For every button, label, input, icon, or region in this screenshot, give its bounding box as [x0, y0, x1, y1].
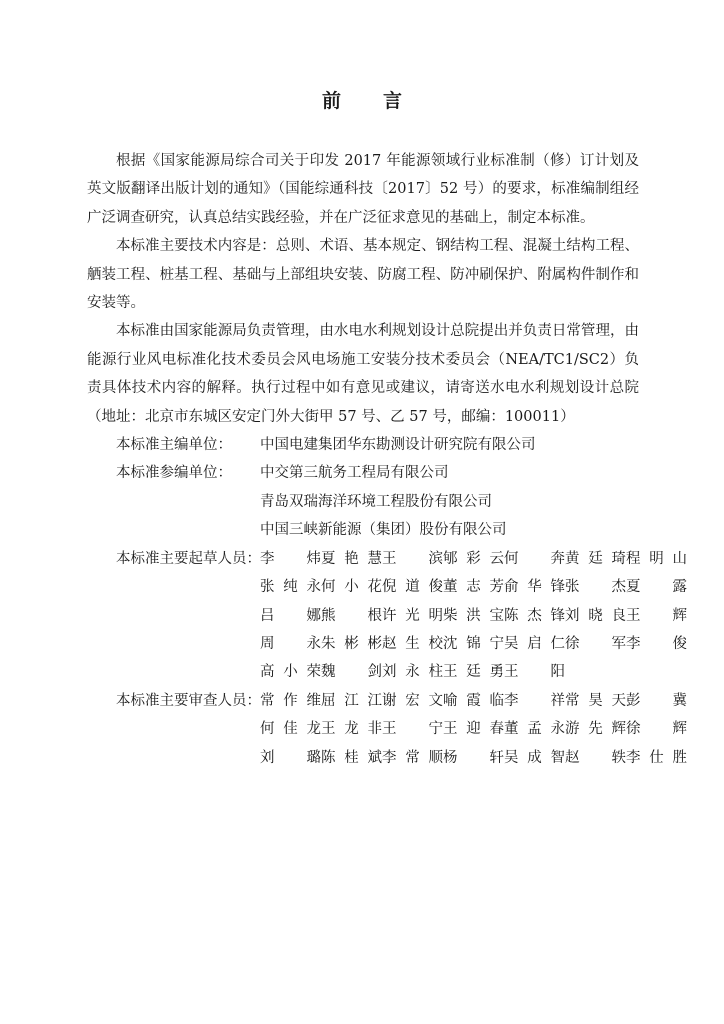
- person-name: 李 俊: [626, 635, 687, 652]
- person-name: 何 奔: [504, 550, 565, 567]
- drafters-line: [260, 658, 687, 686]
- person-name: 魏 剑: [321, 664, 382, 681]
- foreword-body: [87, 147, 687, 772]
- person-name: 谢宏文: [382, 692, 443, 709]
- drafters-row: [87, 545, 687, 687]
- person-name: 夏艳慧: [321, 550, 382, 567]
- person-name: 吕 娜: [260, 607, 321, 624]
- person-name: 程明山: [626, 550, 687, 567]
- person-name: 张 杰: [565, 579, 626, 596]
- chief-editor-value: 中国电建集团华东勘测设计研究院有限公司: [260, 437, 536, 454]
- person-name: 杨 轩: [443, 749, 504, 766]
- page-title: [0, 86, 724, 113]
- person-name: 董志芳: [443, 579, 504, 596]
- person-name: 吴成智: [504, 749, 565, 766]
- participating-values: [260, 459, 507, 544]
- person-name: 赵生校: [382, 635, 443, 652]
- person-name: 常昊天: [565, 692, 626, 709]
- person-name: 张纯永: [260, 579, 321, 596]
- participating-org: 中交第三航务工程局有限公司: [260, 465, 449, 482]
- person-name: 柴洪宝: [443, 607, 504, 624]
- person-name: 喻霞临: [443, 692, 504, 709]
- person-name: 沈锦宁: [443, 635, 504, 652]
- person-name: 郇彩云: [443, 550, 504, 567]
- person-name: 游先辉: [565, 721, 626, 738]
- person-name: 倪道俊: [382, 579, 443, 596]
- chief-editor-row: [87, 431, 639, 459]
- drafters-label: 本标准主要起草人员：: [116, 550, 261, 567]
- person-name: 王 滨: [382, 550, 443, 567]
- person-name: 李 祥: [504, 692, 565, 709]
- person-name: 刘晓良: [565, 607, 626, 624]
- reviewers-line: [260, 715, 687, 743]
- person-name: 王廷勇: [443, 664, 504, 681]
- person-name: 周 永: [260, 635, 321, 652]
- drafters-line: [260, 573, 687, 601]
- participating-row: [87, 459, 639, 544]
- person-name: 朱彬彬: [321, 635, 382, 652]
- person-name: 赵 轶: [565, 749, 626, 766]
- participating-org: 中国三峡新能源（集团）股份有限公司: [260, 522, 507, 539]
- reviewers-line: [260, 744, 687, 772]
- person-name: 彭 冀: [626, 692, 687, 709]
- person-name: 夏 露: [626, 579, 687, 596]
- person-name: 徐 辉: [626, 721, 687, 738]
- person-name: 俞华锋: [504, 579, 565, 596]
- person-name: 陈桂斌: [321, 749, 382, 766]
- person-name: 屈江江: [321, 692, 382, 709]
- chief-editor-label: 本标准主编单位：: [116, 437, 232, 454]
- person-name: 黄廷琦: [565, 550, 626, 567]
- person-name: 何小花: [321, 579, 382, 596]
- person-name: 李仕胜: [626, 749, 687, 766]
- person-name: 董孟永: [504, 721, 565, 738]
- reviewers-row: [87, 687, 687, 772]
- reviewers-label: 本标准主要审查人员：: [116, 692, 261, 709]
- person-name: 何佳龙: [260, 721, 321, 738]
- person-name: 刘 璐: [260, 749, 321, 766]
- participating-org: 青岛双瑞海洋环境工程股份有限公司: [260, 493, 492, 510]
- person-name: 王 阳: [504, 664, 565, 681]
- person-name: 王迎春: [443, 721, 504, 738]
- person-name: 吴启仁: [504, 635, 565, 652]
- drafters-names: [260, 545, 687, 687]
- paragraph-basis: 根据《国家能源局综合司关于印发 2017 年能源领域行业标准制（修）订计划及英文版翻译出版计划的通知》（国能综通科技〔2017〕52 号）的要求，标准编制组经广泛调查研究，认真总结实践经验，并在广泛征求意见的基础上，制定本标准。: [87, 153, 639, 226]
- title-char-1: 前: [321, 90, 341, 112]
- person-name: 王 辉: [626, 607, 687, 624]
- paragraph-management: 本标准由国家能源局负责管理，由水电水利规划设计总院提出并负责日常管理，由能源行业风电标准化技术委员会风电场施工安装分技术委员会（NEA/TC1/SC2）负责具体技术内容的解释。执行过程中如有意见或建议，请寄送水电水利规划设计总院（地址：北京市东城区安定门外大街甲 57 号、乙 57 号，邮编：100011）: [87, 323, 639, 425]
- participating-label: 本标准参编单位：: [116, 465, 232, 482]
- title-char-2: 言: [383, 90, 403, 112]
- person-name: 陈杰锋: [504, 607, 565, 624]
- person-name: 王龙非: [321, 721, 382, 738]
- drafters-line: [260, 602, 687, 630]
- person-name: 许光明: [382, 607, 443, 624]
- person-name: 李 炜: [260, 550, 321, 567]
- person-name: 熊 根: [321, 607, 382, 624]
- paragraph-technical-content: 本标准主要技术内容是：总则、术语、基本规定、钢结构工程、混凝土结构工程、舾装工程、桩基工程、基础与上部组块安装、防腐工程、防冲刷保护、附属构件制作和安装等。: [87, 238, 639, 312]
- reviewers-line: [260, 687, 687, 715]
- person-name: 王 宁: [382, 721, 443, 738]
- reviewers-names: [260, 687, 687, 772]
- person-name: 刘永柱: [382, 664, 443, 681]
- person-name: 李常顺: [382, 749, 443, 766]
- person-name: 徐 军: [565, 635, 626, 652]
- drafters-line: [260, 545, 687, 573]
- person-name: 常作维: [260, 692, 321, 709]
- drafters-line: [260, 630, 687, 658]
- person-name: 高小荣: [260, 664, 321, 681]
